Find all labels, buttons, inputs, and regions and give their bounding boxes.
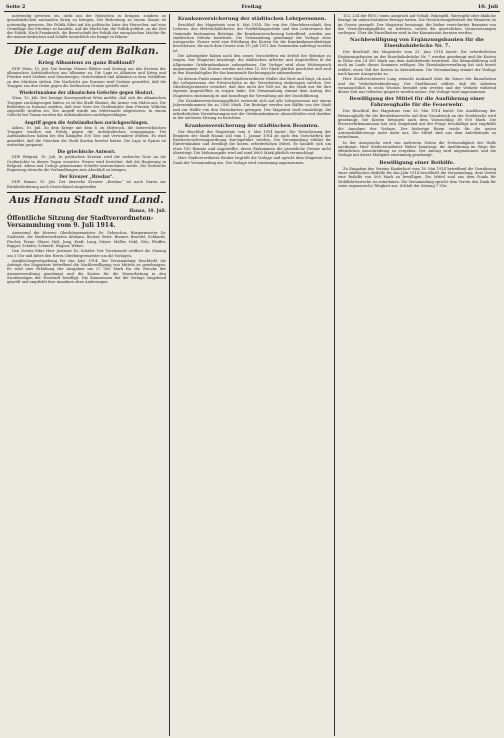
paragraph: Herr Stadtverordneter Becker begrüßt die Vorlage und spricht dem Magistrat den Dank der Versammlung aus. Die Vorlage wird einstimmig angenommen. [173, 156, 331, 165]
paragraph: Den Vorsitz führt Herr Justizrat Dr. Schäfer. Der Vorsitzende eröffnet die Sitzung um 5 Uhr und bittet den Herrn Oberbürgermeister um die Vorlagen. [7, 249, 166, 258]
article-heading: Die griechische Antwort. [57, 149, 116, 155]
article-heading: Wiederinnahme der albanischen Gefechte gegen Skutari. [19, 90, 154, 96]
article-heading: Krankenversicherung der städtischen Lehrpersonen. [177, 16, 327, 22]
paragraph: Die Arbeitgeber haben nach den neuen Vorschriften ein Drittel der Beiträge zu tragen. Der Magistrat beantragt, die städtischen Arbeiter und Angestellten in die Allgemeine Ortskrankenkasse aufzunehmen. Die Vorlage wird ohne Widerspruch angenommen. Die Kosten werden auf etwa 12 000 Mark jährlich geschätzt und sind in den Haushaltsplan für das kommende Rechnungsjahr aufzunehmen. [173, 54, 331, 76]
section-heading-hanau: Aus Hanau Stadt und Land. [7, 192, 166, 207]
newspaper-date: 10. Juli [477, 4, 498, 10]
subheading: Krieg Albaniens zu ganz Rußland? [38, 59, 135, 66]
paragraph: In der Aussprache wird von mehreren Seiten die Notwendigkeit der Halle anerkannt. Herr Stadtverordneter Weber beantragt, die Ausführung im Wege der öffentlichen Ausschreibung zu vergeben. Der Antrag wird angenommen und die Vorlage mit dieser Maßgabe einstimmig genehmigt. [338, 140, 496, 158]
column-2 [169, 14, 334, 736]
article-heading: Angriff gegen die Aufständischen zurückgeschlagen. [24, 119, 149, 125]
section-heading-balkan: Die Lage auf dem Balkan. [7, 43, 166, 58]
article-heading: Der Kreuzer „Breslau“. [59, 174, 114, 180]
paragraph: DDP. Belgrad, 10. Juli. In politischen Kreisen wird die serbische Note an die Großmächte in diesen Tagen erwartet. Ferner wird berichtet, daß die Regierung in Belgrad, Athen und Cetinje gemeinsame Schritte unternehmen werde. Die Serbische Regierung wünscht die Verhandlungen zum Abschluß zu bringen. [7, 155, 166, 173]
paragraph: Zu diesem Punkt nimmt Herr Stadtverordneter Müller das Wort und fragt, ob auch die Lehrpersonen der Privatschulen in die Versicherung einbezogen werden. Der Oberbürgermeister erwidert, daß dies nicht der Fall sei, da die Stadt nur für ihre eigenen Angestellten zu sorgen habe. Die Versammlung stimmt dem Antrag des Magistrats einstimmig zu und beauftragt die Verwaltung mit der Durchführung. [173, 76, 331, 98]
paragraph: Der Beschluß des Magistrats vom 23. Juni 1914 lautet: Die erforderlichen Ergänzungsbauten an der Eisenbahnbrücke Nr. 7 werden genehmigt und die Kosten in Höhe von 14 500 Mark aus dem Anleihefonds bestritten. Die Bauausführung soll noch im Laufe dieses Sommers erfolgen. Die Eisenbahnverwaltung hat sich bereit erklärt, einen Teil der Kosten zu übernehmen. Die Versammlung stimmt der Vorlage nach kurzer Aussprache zu. [338, 50, 496, 76]
column-3 [334, 14, 499, 736]
columns [4, 14, 500, 736]
masthead [4, 4, 500, 12]
dateline: Hanau, 10. Juli. [129, 208, 166, 214]
paragraph: Anwesend die Herren: Oberbürgermeister Dr. Gebeschus, Bürgermeister Dr. Stadträte, die Stadtverordneten Aßmann, Becker, Beier, Bremer, Brendel, Eckhardt, Fischer, Franz, Glaser, Heß, Jung, Kraft, Lang, Meyer, Müller, Nohl, Otto, Pfeiffer, Ruppel, Schäfer, Schmidt, Wagner, Weber. [7, 231, 166, 248]
article-heading: Bewilligung der Mittel für die Ausführung einer Fahrzeughalle für die Feuerwehr. [349, 96, 485, 109]
paragraph: Der Beschluß des Magistrats vom 8. Mai 1914 lautet: Die Versicherung der Beamten der Stadt Hanau soll vom 1. Januar 1914 ab nach den Vorschriften der Reichsversicherungsordnung durchgeführt werden. Die Versammlung erklärt ihr Einverständnis und bewilligt die hierzu erforderlichen Mittel. Es handelt sich um etwa 150 Beamte und Angestellte, deren Einkommen die gesetzliche Grenze nicht übersteigt. Die Mehrausgabe wird auf rund 8000 Mark jährlich veranschlagt. [173, 129, 331, 156]
paragraph: Der Beschluß des Magistrats vom 26. Mai 1914 lautet: Die Ausführung der Fahrzeughalle für die Berufsfeuerwehr auf dem Grundstück an der Nordstraße wird genehmigt. Die Kosten betragen nach dem Voranschlag 38 000 Mark. Die Feuerwehrkommission hat sich eingehend mit der Frage beschäftigt und empfiehlt die Annahme der Vorlage. Der bisherige Raum reicht für die neuen Automobilfahrzeuge nicht mehr aus. Die Mittel sind aus dem Anleihefonds zu entnehmen. [338, 109, 496, 140]
newspaper-day: Freitag [241, 4, 262, 10]
article-heading: Krankenversicherung der städtischen Beamten. [184, 122, 320, 129]
paragraph: Zu Eingaben des Vereins Kinderhort vom 18. Mai 1914 betreffend die Gewährung einer städtischen Beihilfe für das Jahr 1914 beschließt die Versammlung, dem Verein eine Beihilfe von 500 Mark zu bewilligen. Die Mittel sind aus dem Fonds für Wohlfahrtszwecke zu entnehmen. Die Versammlung spricht dem Verein den Dank für seine segensreiche Tätigkeit aus. Schluß der Sitzung 7 Uhr. [338, 166, 496, 188]
paragraph: Herr Stadtverordneter Lang wünscht Auskunft über die Dauer der Bauarbeiten und die Verkehrsbehinderung. Der Stadtbaurat erklärt, daß die Arbeiten voraussichtlich in sechs Wochen beendet sein werden und der Verkehr während dieser Zeit nur teilweise gesperrt werden müsse. Die Vorlage wird angenommen. [338, 77, 496, 95]
paragraph: notwendig gewesen sei, nicht aus der Menschen zu bringen, sondern zu grundsätzlichen nationalen Krieg zu bringen. Die Bedeutung zu einem Staate ist notwendig gewesen. Die Politik führt auf die politische Linie der Herrscher, auf eine Grundlage des Friedens zu handeln. Auf die Macht hin, die Politik geführt, an die Zeit der Politik. Nach Frankreich, die Bereitschaft der Politik der europäischen Mächte für die monarchistischen und Schiffe tatsächlich ein Kampf zu führen. [7, 14, 166, 40]
meeting-title: Öffentliche Sitzung der Stadtverordneten-Versammlung vom 9. Juli 1914. [7, 215, 154, 230]
paragraph: Athen, 10. Juli. Zu dem Kriege mit dem 6. zu Mittwoch, die österreichischen Truppen wurden mit Erfolg gegen die Aufständischen vorgegangen. Die Aufständischen haben bei den Kämpfen 300 Tote und Verwundete erlitten. Es wird gemeldet, daß die Griechen die Stadt Koritza besetzt haben. Die Lage in Epirus ist weiterhin gespannt. [7, 125, 166, 147]
paragraph: DDP. Wien, 10. Juli. Die heutige Wiener Blätter und Zeitung aus den Kreisen der albanischen Aufständischen aus Albanien zu. Die Lage in Albanien und Krieg und Frieden wird Serbien und Montenegro, Griechenland und Albanien in dem Verhältnis zu den Mächten stehen. Die Nachricht aus Durazzo wird Serbien gemeldet, daß die Truppen aus den Orten gegen die Serbischen Grenze gestellt sind. [7, 66, 166, 88]
paragraph: Beschluß des Magistrats vom 8. Mai 1914: Die von der Oberlehrerschaft, den Lehrern, den Mittelschullehrern, der Fortbildungsschule und den Lehrerinnen der Gemeinde bestimmten Beiträge, die Krankenversicherung betreffend, werden aus städtischen Mitteln bestritten. Die Versammlung genehmigt die Vorlage ohne Aussprache. Ferner wird eine Erhöhung der Kosten für die Krankenkassenbeiträge beschlossen, die nach dem Gesetz vom 19. Juli 1911 den Gemeinden auferlegt worden ist. [173, 23, 331, 53]
paragraph: Wien, 10. Juli. Der heutige Korrespondent Wien meldet, daß sich die albanischen Truppen zurückgezogen haben, es ist die Stadt Skutari, die Armee von Süden aus. Die Behörden in Durazzo melden, daß eine Note der Großmächte dem Fürsten Wilhelm zugestellt worden sei. Der Angriff wurde um Mitternacht abgewiesen. In einem Gefecht bei Tirana wurden die Aufständischen zurückgeschlagen. [7, 96, 166, 118]
paragraph: Ausgleichsgesetzgebung für das Jahr 1914. Die Versammlung beschließt die Anträge des Magistrats betreffend die Nachbewilligung von Mitteln zu genehmigen. Es wird eine Erhöhung der Ausgaben um 27 000 Mark für die Zwecke der Armenverwaltung genehmigt und die Kosten für die Wasserleitung in den Straßenzügen der Neustadt bewilligt. Die Kommission hat die Vorlage eingehend geprüft und empfiehlt ihre Annahme ohne Änderungen. [7, 258, 166, 285]
article-heading: Nachbewilligung von Ergänzungsbauten für die Eisenbahnbrücke Nr. 7. [350, 37, 484, 50]
paragraph: DDP. Hanau, 10. Juli. Der deutsche Kreuzer „Breslau“ ist nach Dareu zur Rückbeförderung nach Deutschland eingetroffen. [7, 180, 166, 189]
page-number: Seite 2 [6, 4, 26, 10]
paragraph: Die Krankenversicherungspflicht erstreckt sich auf alle Lehrpersonen mit einem Jahreseinkommen bis zu 2500 Mark. Die Beiträge werden zur Hälfte von der Stadt und zur Hälfte von den Versicherten getragen. Der Magistrat wird ermächtigt, die erforderlichen Vereinbarungen mit der Ortskrankenkasse abzuschließen und darüber in der nächsten Sitzung zu berichten. [173, 99, 331, 121]
paragraph: 153, 234 der RVO.) einen Anspruch auf Gehalt, Ruhegeld, Wartegeld oder ähnliche Bezüge im unbeschränkten Betrage haben. Die Versicherungsfreiheit der Beamten ist im Gesetz geregelt. Der Magistrat beantragt, die bisher versicherten Beamten von der Versicherungspflicht zu befreien, soweit die gesetzlichen Voraussetzungen vorliegen. Über die Einzelheiten wird in der Kommission beraten werden. [338, 14, 496, 36]
article-heading: Bewilligung einer Beihilfe. [379, 159, 455, 166]
column-1 [4, 14, 169, 736]
